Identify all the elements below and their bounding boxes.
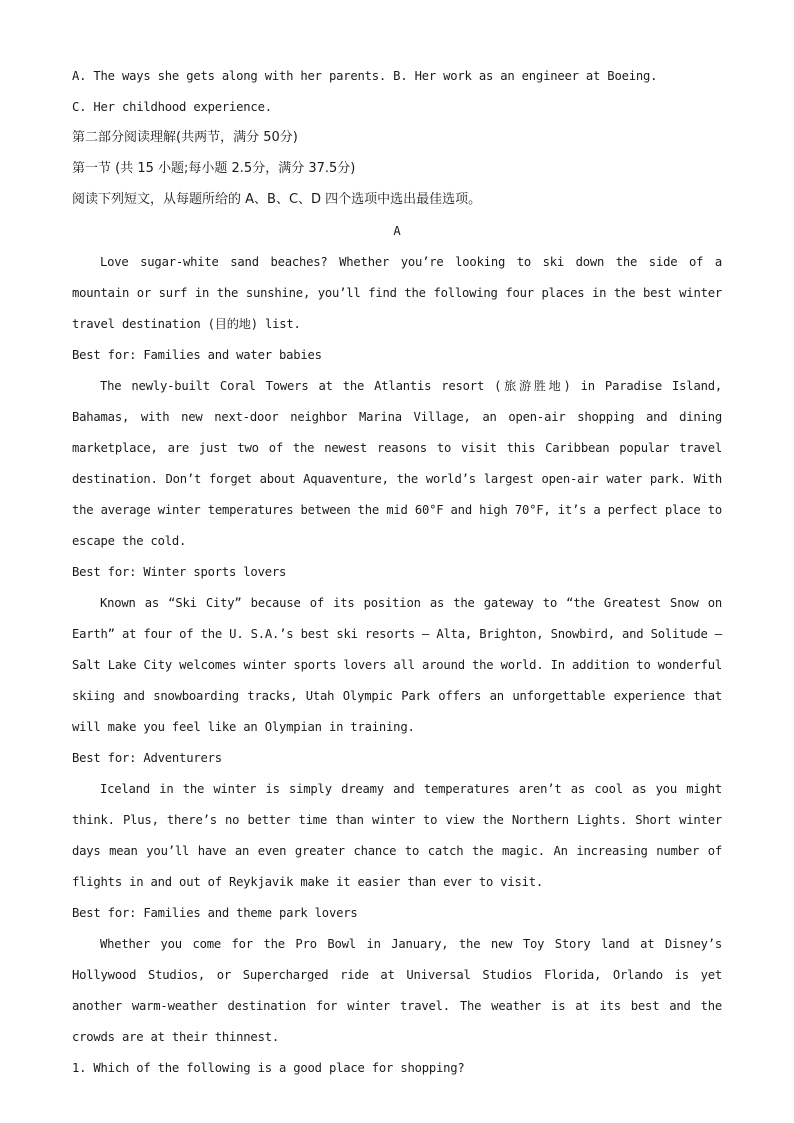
section-text: The newly-built Coral Towers at the Atlantis resort (旅游胜地) in Paradise Island, Bahamas, with new next-door neighbor Marina Village, an open-air shopping and dining marketplace, are just two of the newest reasons to visit this Caribbean popular travel destination. Don’t forget about Aquaventure, the world’s largest open-air water park. With the average winter temperatures between the mid 60°F and high 70°F, it’s a perfect place to escape the cold. — [72, 379, 722, 548]
section-text: Known as “Ski City” because of its position as the gateway to “the Greatest Snow on Earth” at four of the U. S.A.’s best ski resorts — Alta, Brighton, Snowbird, and Solitude — Salt Lake City welcomes winter sports lovers all around the world. In addition to wonderful skiing and snowboarding tracks, Utah Olympic Park offers an unforgettable experience that will make you feel like an Olympian in training. — [72, 596, 722, 734]
section-heading: Best for: Families and water babies — [72, 348, 322, 362]
section-text: Whether you come for the Pro Bowl in January, the new Toy Story land at Disney’s Hollywood Studios, or Supercharged ride at Universal Studios Florida, Orlando is yet another warm-weather destination for winter travel. The weather is at its best and the crowds are at their thinnest. — [72, 937, 722, 1044]
section-heading: Best for: Families and theme park lovers — [72, 906, 358, 920]
passage-intro: Love sugar-white sand beaches? Whether you’re looking to ski down the side of a mountain or surf in the sunshine, you’ll find the following four places in the best winter travel destination (目的地) list. — [72, 255, 722, 331]
part-title: 第二部分阅读理解(共两节，满分 50分) — [72, 130, 298, 145]
passage-label: A — [393, 224, 401, 238]
section-heading: Best for: Adventurers — [72, 751, 222, 765]
answer-options-line-1: A. The ways she gets along with her parents. B. Her work as an engineer at Boeing. — [72, 69, 658, 83]
instruction: 阅读下列短文，从每题所给的 A、B、C、D 四个选项中选出最佳选项。 — [72, 192, 482, 207]
document-page — [72, 66, 722, 1089]
subsection-title: 第一节 (共 15 小题;每小题 2.5分，满分 37.5分) — [72, 161, 356, 176]
section-heading: Best for: Winter sports lovers — [72, 565, 287, 579]
question-1: 1. Which of the following is a good place for shopping? — [72, 1061, 465, 1075]
answer-options-line-2: C. Her childhood experience. — [72, 100, 272, 114]
section-text: Iceland in the winter is simply dreamy and temperatures aren’t as cool as you might think. Plus, there’s no better time than winter to view the Northern Lights. Short winter days mean you’ll have an even greater chance to catch the magic. An increasing number of flights in and out of Reykjavik make it easier than ever to visit. — [72, 782, 722, 889]
